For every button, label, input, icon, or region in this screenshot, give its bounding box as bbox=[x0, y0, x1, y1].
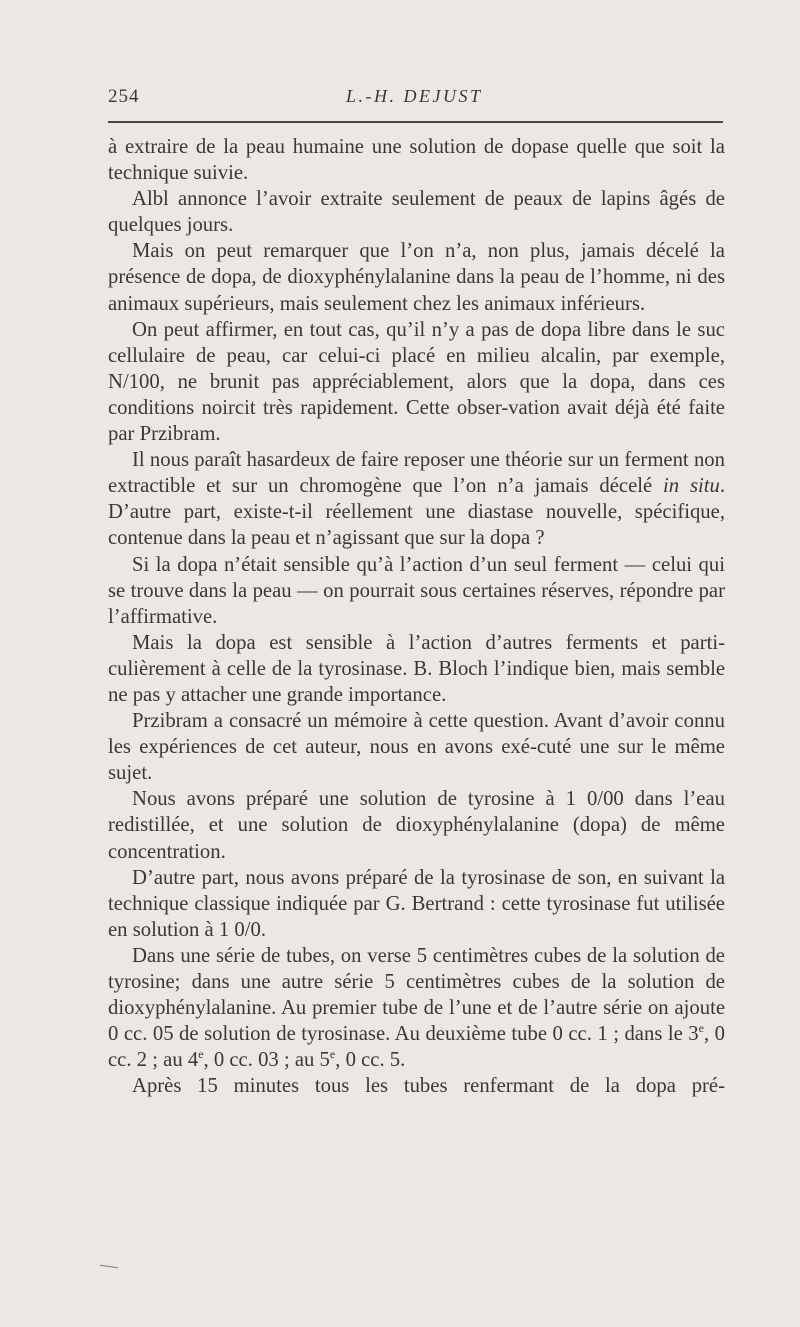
paragraph-12: Après 15 minutes tous les tubes renfermant de la dopa pré- bbox=[132, 1075, 725, 1098]
paragraph-11-text-a: Dans une série de tubes, on verse 5 centimètres cubes de la solution de tyrosine; dans une autre série 5 centimètres cubes de la solution de dioxyphénylalanine. Au premier tube de l’une et de l’autre série on ajoute 0 cc. 05 de solution de tyrosinase. Au deuxième tube 0 cc. 1 ; dans le 3 bbox=[108, 944, 725, 1046]
paragraph-4: On peut affirmer, en tout cas, qu’il n’y a pas de dopa libre dans le suc cellulaire de peau, car celui-ci placé en milieu alcalin, par exemple, N/100, ne brunit pas appréciablement, alors que la dopa, dans ces conditions noircit très rapidement. Cette obser-vation avait déjà été faite par Przibram. bbox=[108, 318, 725, 446]
paragraph-3: Mais on peut remarquer que l’on n’a, non plus, jamais décelé la présence de dopa, de dioxyphénylalanine dans la peau de l’homme, ni des animaux supérieurs, mais seulement chez les animaux inférieurs. bbox=[108, 240, 725, 315]
paragraph-5-text-a: Il nous paraît hasardeux de faire reposer une théorie sur un ferment non extractible et sur un chromogène que l’on n’a jamais décelé bbox=[108, 449, 725, 498]
margin-mark bbox=[100, 1265, 118, 1268]
page-number: 254 bbox=[108, 86, 140, 107]
paragraph-10: D’autre part, nous avons préparé de la tyrosinase de son, en suivant la technique classique indiquée par G. Bertrand : cette tyrosinase fut utilisée en solution à 1 0/0. bbox=[108, 866, 725, 941]
paragraph-9: Nous avons préparé une solution de tyrosine à 1 0/00 dans l’eau redistillée, et une solution de dioxyphénylalanine (dopa) de même concentration. bbox=[108, 788, 725, 863]
running-head bbox=[108, 86, 725, 114]
header-rule bbox=[108, 121, 723, 123]
paragraph-5-text-b: . D’autre part, existe-t-il réellement une diastase nouvelle, spécifique, contenue dans la peau et n’agissant que sur la dopa ? bbox=[108, 475, 725, 550]
paragraph-11-superscript-1: e bbox=[698, 1021, 704, 1036]
paragraph-6: Si la dopa n’était sensible qu’à l’action d’un seul ferment — celui qui se trouve dans la peau — on pourrait sous certaines réserves, répondre par l’affirmative. bbox=[108, 553, 725, 628]
paragraph-11-superscript-2: e bbox=[198, 1047, 204, 1062]
paragraph-5-italic: in situ bbox=[663, 475, 720, 498]
body-text bbox=[108, 134, 725, 1099]
paragraph-11-superscript-3: e bbox=[329, 1047, 336, 1062]
paragraph-2: Albl annonce l’avoir extraite seulement de peaux de lapins âgés de quelques jours. bbox=[108, 188, 725, 237]
paragraph-1: à extraire de la peau humaine une solution de dopase quelle que soit la technique suivie. bbox=[108, 136, 725, 185]
paragraph-5 bbox=[108, 447, 725, 551]
paragraph-11 bbox=[108, 943, 725, 1073]
paragraph-11-text-b: , 0 cc. 2 ; au 4 bbox=[108, 1023, 725, 1072]
paragraph-8: Przibram a consacré un mémoire à cette question. Avant d’avoir connu les expériences de cet auteur, nous en avons exé-cuté une sur le même sujet. bbox=[108, 710, 725, 785]
paragraph-7: Mais la dopa est sensible à l’action d’autres ferments et parti-culièrement à celle de la tyrosinase. B. Bloch l’indique bien, mais semble ne pas y attacher une grande importance. bbox=[108, 631, 725, 706]
paragraph-11-text-c: , 0 cc. 03 ; au 5 bbox=[203, 1049, 330, 1072]
paragraph-11-text-d: , 0 cc. 5. bbox=[335, 1049, 406, 1072]
running-title: L.-H. DEJUST bbox=[346, 86, 483, 106]
